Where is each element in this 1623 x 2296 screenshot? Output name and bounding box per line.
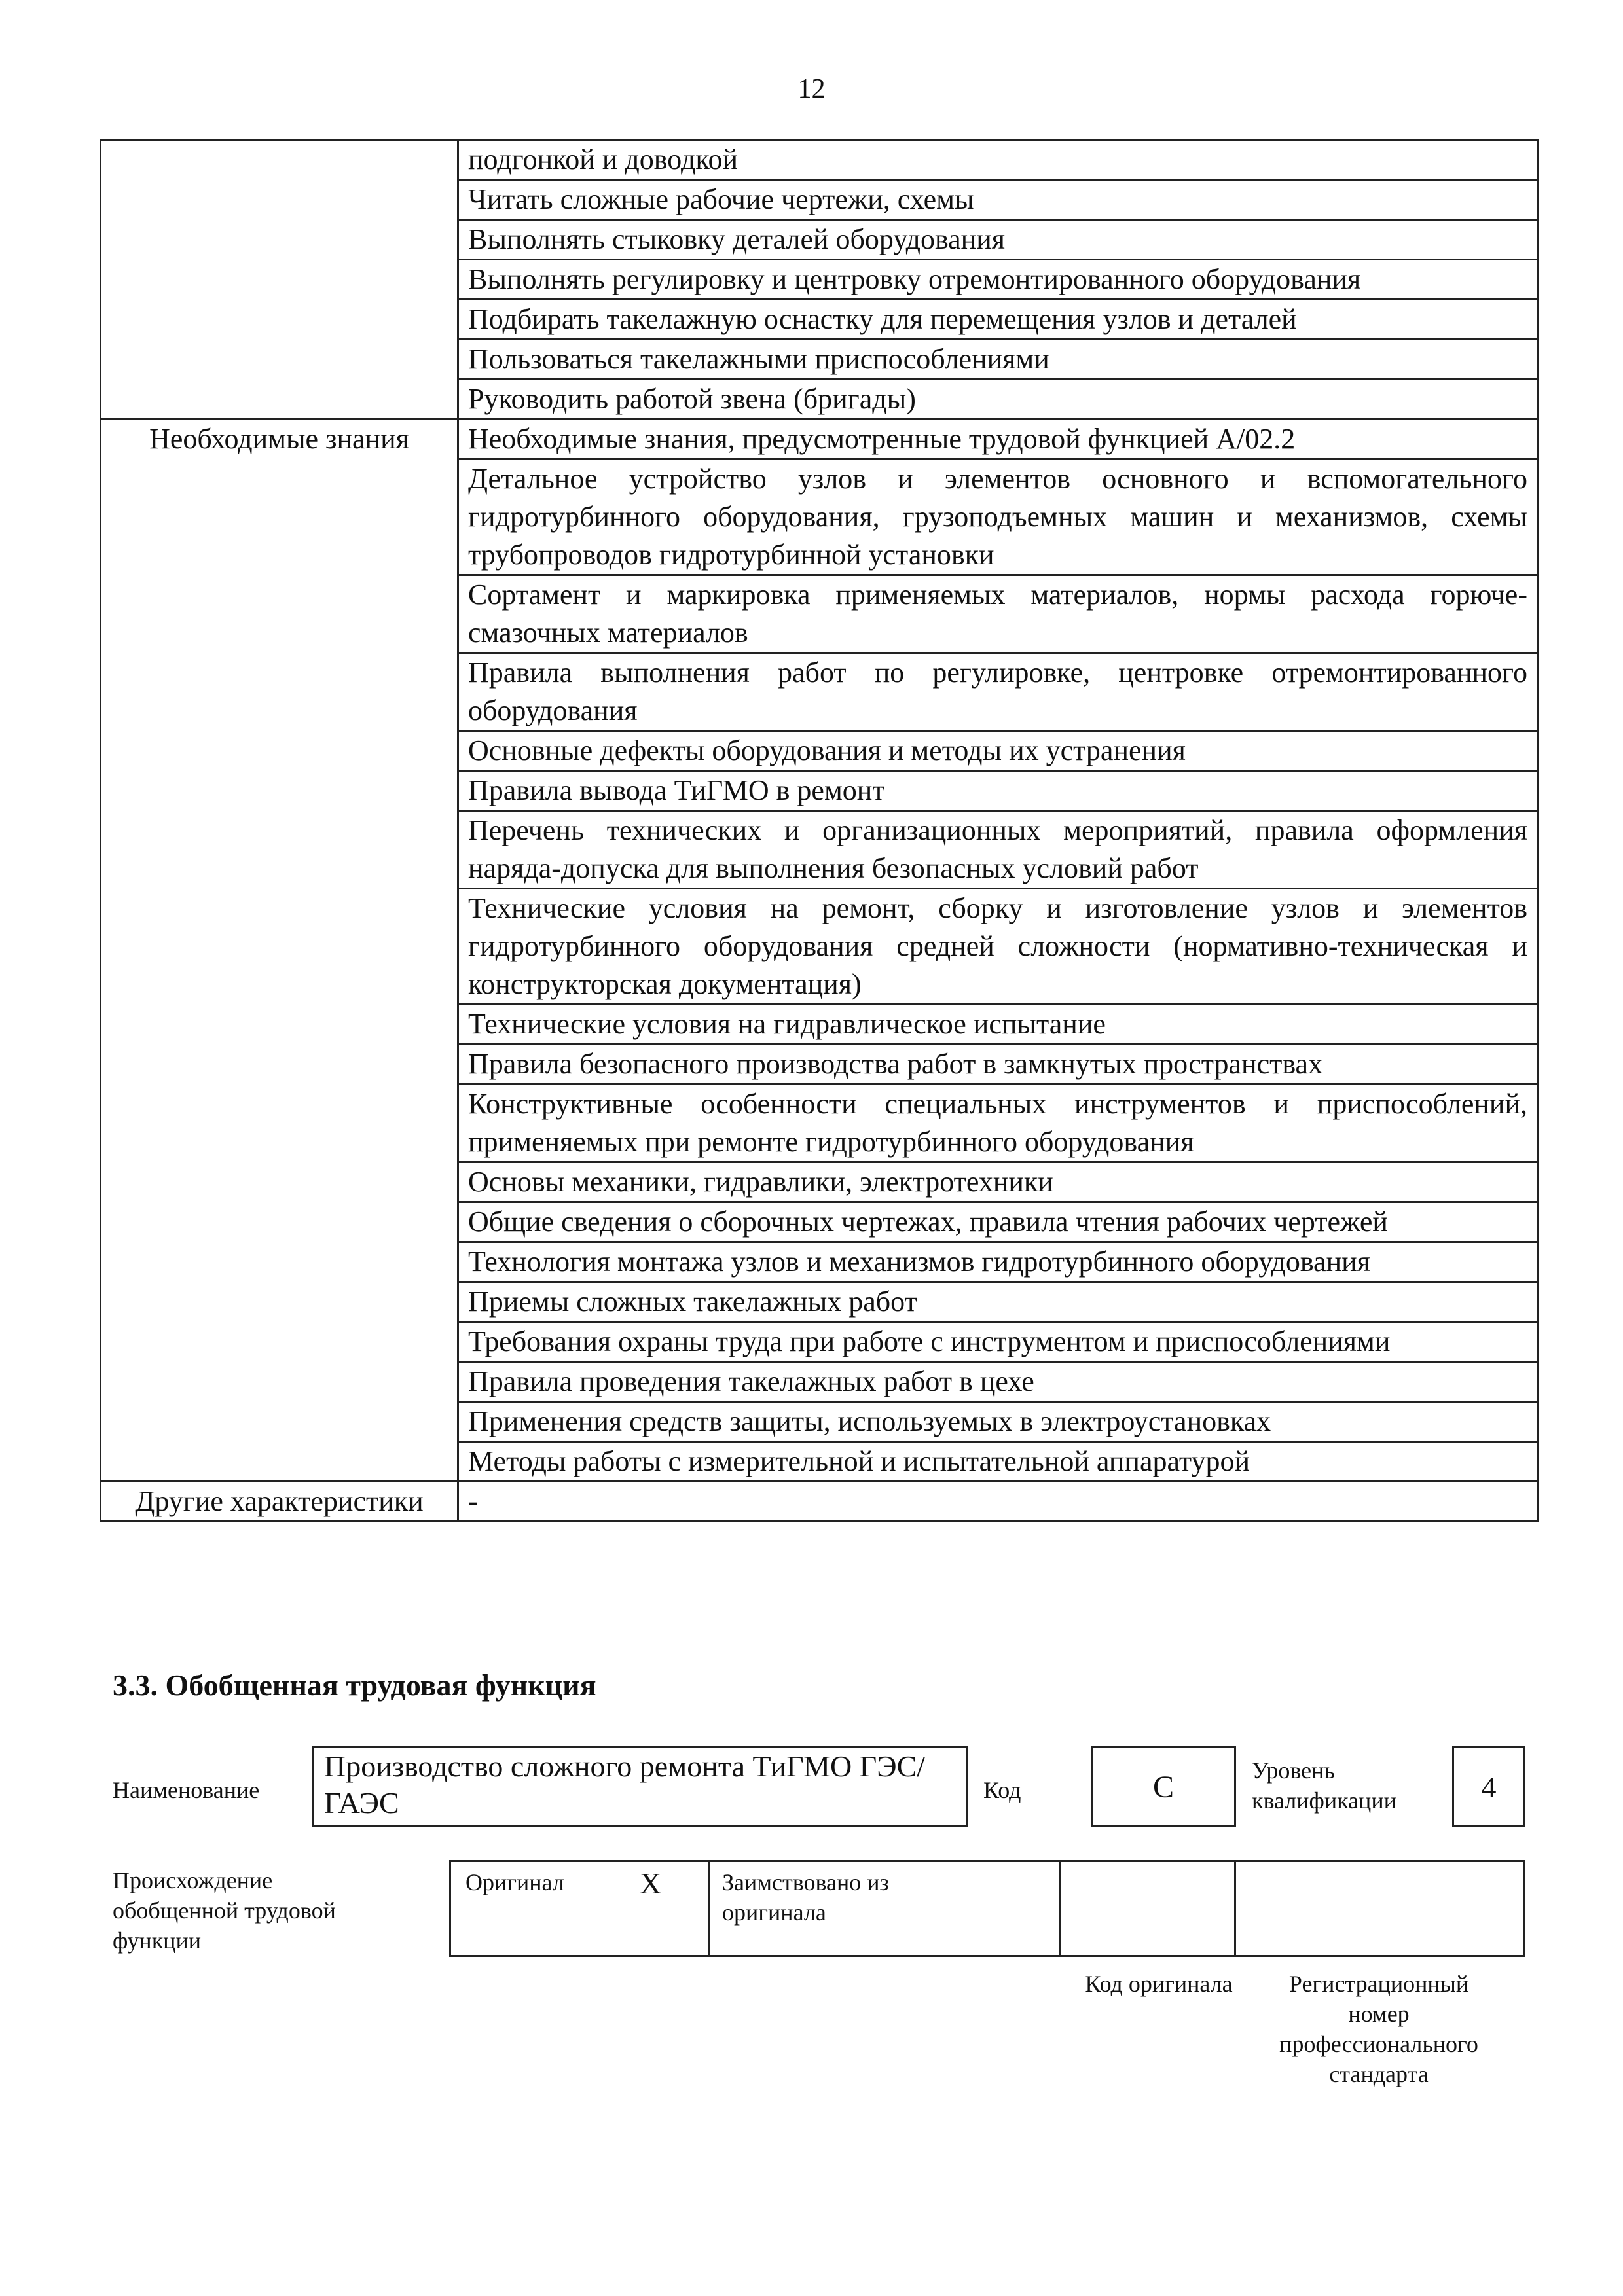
level-value: 4: [1481, 1770, 1497, 1804]
name-value: Производство сложного ремонта ТиГМО ГЭС/ГАЭС: [324, 1749, 926, 1820]
other-characteristics-value: -: [458, 1482, 1538, 1522]
other-characteristics-label: Другие характеристики: [101, 1482, 458, 1522]
origin-divider: [708, 1862, 710, 1955]
name-label: Наименование: [113, 1777, 260, 1803]
skill-item: Пользоваться такелажными приспособлениями: [458, 340, 1538, 380]
level-label: Уровень квалификации: [1252, 1757, 1396, 1814]
code-value-box: [1091, 1746, 1236, 1827]
knowledge-item: Применения средств защиты, используемых в электроустановках: [458, 1402, 1538, 1442]
requirements-table: [100, 139, 1539, 1522]
skill-item: Выполнять стыковку деталей оборудования: [458, 220, 1538, 260]
knowledge-item: Перечень технических и организационных мероприятий, правила оформления наряда-допуска для выполнения безопасных условий работ: [458, 811, 1538, 889]
original-label: Оригинал: [465, 1869, 564, 1895]
skill-item: Читать сложные рабочие чертежи, схемы: [458, 180, 1538, 220]
knowledge-item: Необходимые знания, предусмотренные трудовой функцией А/02.2: [458, 420, 1538, 459]
code-original-caption: Код оригинала: [1085, 1971, 1233, 1997]
original-mark: X: [640, 1867, 662, 1900]
table-row: [101, 140, 1538, 180]
knowledge-item: Требования охраны труда при работе с инструментом и приспособлениями: [458, 1322, 1538, 1362]
knowledge-item: Технические условия на ремонт, сборку и изготовление узлов и элементов гидротурбинного оборудования средней сложности (нормативно-техническая и конструкторская документация): [458, 889, 1538, 1005]
name-value-box: [312, 1746, 968, 1827]
knowledge-item: Методы работы с измерительной и испытательной аппаратурой: [458, 1442, 1538, 1482]
origin-divider: [1059, 1862, 1061, 1955]
page-number: 12: [797, 74, 826, 104]
skill-item: Подбирать такелажную оснастку для перемещения узлов и деталей: [458, 300, 1538, 340]
table-row: [101, 420, 1538, 459]
knowledge-item: Приемы сложных такелажных работ: [458, 1282, 1538, 1322]
section-heading: 3.3. Обобщенная трудовая функция: [113, 1668, 596, 1702]
table-row: [101, 1482, 1538, 1522]
knowledge-item: Правила вывода ТиГМО в ремонт: [458, 771, 1538, 811]
knowledge-item: Технические условия на гидравлическое испытание: [458, 1005, 1538, 1045]
knowledge-item: Детальное устройство узлов и элементов основного и вспомогательного гидротурбинного оборудования, грузоподъемных машин и механизмов, схемы трубопроводов гидротурбинной установки: [458, 459, 1538, 575]
knowledge-item: Правила безопасного производства работ в замкнутых пространствах: [458, 1045, 1538, 1085]
skills-label-cell: [101, 140, 458, 420]
reg-number-caption: Регистрационный номер профессионального стандарта: [1279, 1971, 1478, 2087]
origin-label: Происхождение обобщенной трудовой функции: [113, 1867, 336, 1954]
code-value: С: [1152, 1769, 1174, 1804]
knowledge-item: Правила выполнения работ по регулировке, центровке отремонтированного оборудования: [458, 653, 1538, 731]
knowledge-item: Конструктивные особенности специальных инструментов и приспособлений, применяемых при ремонте гидротурбинного оборудования: [458, 1085, 1538, 1162]
knowledge-item: Основные дефекты оборудования и методы их устранения: [458, 731, 1538, 771]
code-label: Код: [983, 1777, 1021, 1803]
origin-table: [449, 1860, 1525, 1957]
skill-item: подгонкой и доводкой: [458, 140, 1538, 180]
knowledge-item: Правила проведения такелажных работ в цехе: [458, 1362, 1538, 1402]
knowledge-item: Основы механики, гидравлики, электротехники: [458, 1162, 1538, 1202]
origin-divider: [1234, 1862, 1236, 1955]
knowledge-item: Сортамент и маркировка применяемых материалов, нормы расхода горюче-смазочных материалов: [458, 575, 1538, 653]
borrowed-label: Заимствовано из оригинала: [722, 1869, 889, 1926]
skill-item: Руководить работой звена (бригады): [458, 380, 1538, 420]
knowledge-item: Технология монтажа узлов и механизмов гидротурбинного оборудования: [458, 1242, 1538, 1282]
knowledge-item: Общие сведения о сборочных чертежах, правила чтения рабочих чертежей: [458, 1202, 1538, 1242]
level-value-box: [1452, 1746, 1525, 1827]
knowledge-label: Необходимые знания: [101, 420, 458, 1482]
skill-item: Выполнять регулировку и центровку отремонтированного оборудования: [458, 260, 1538, 300]
